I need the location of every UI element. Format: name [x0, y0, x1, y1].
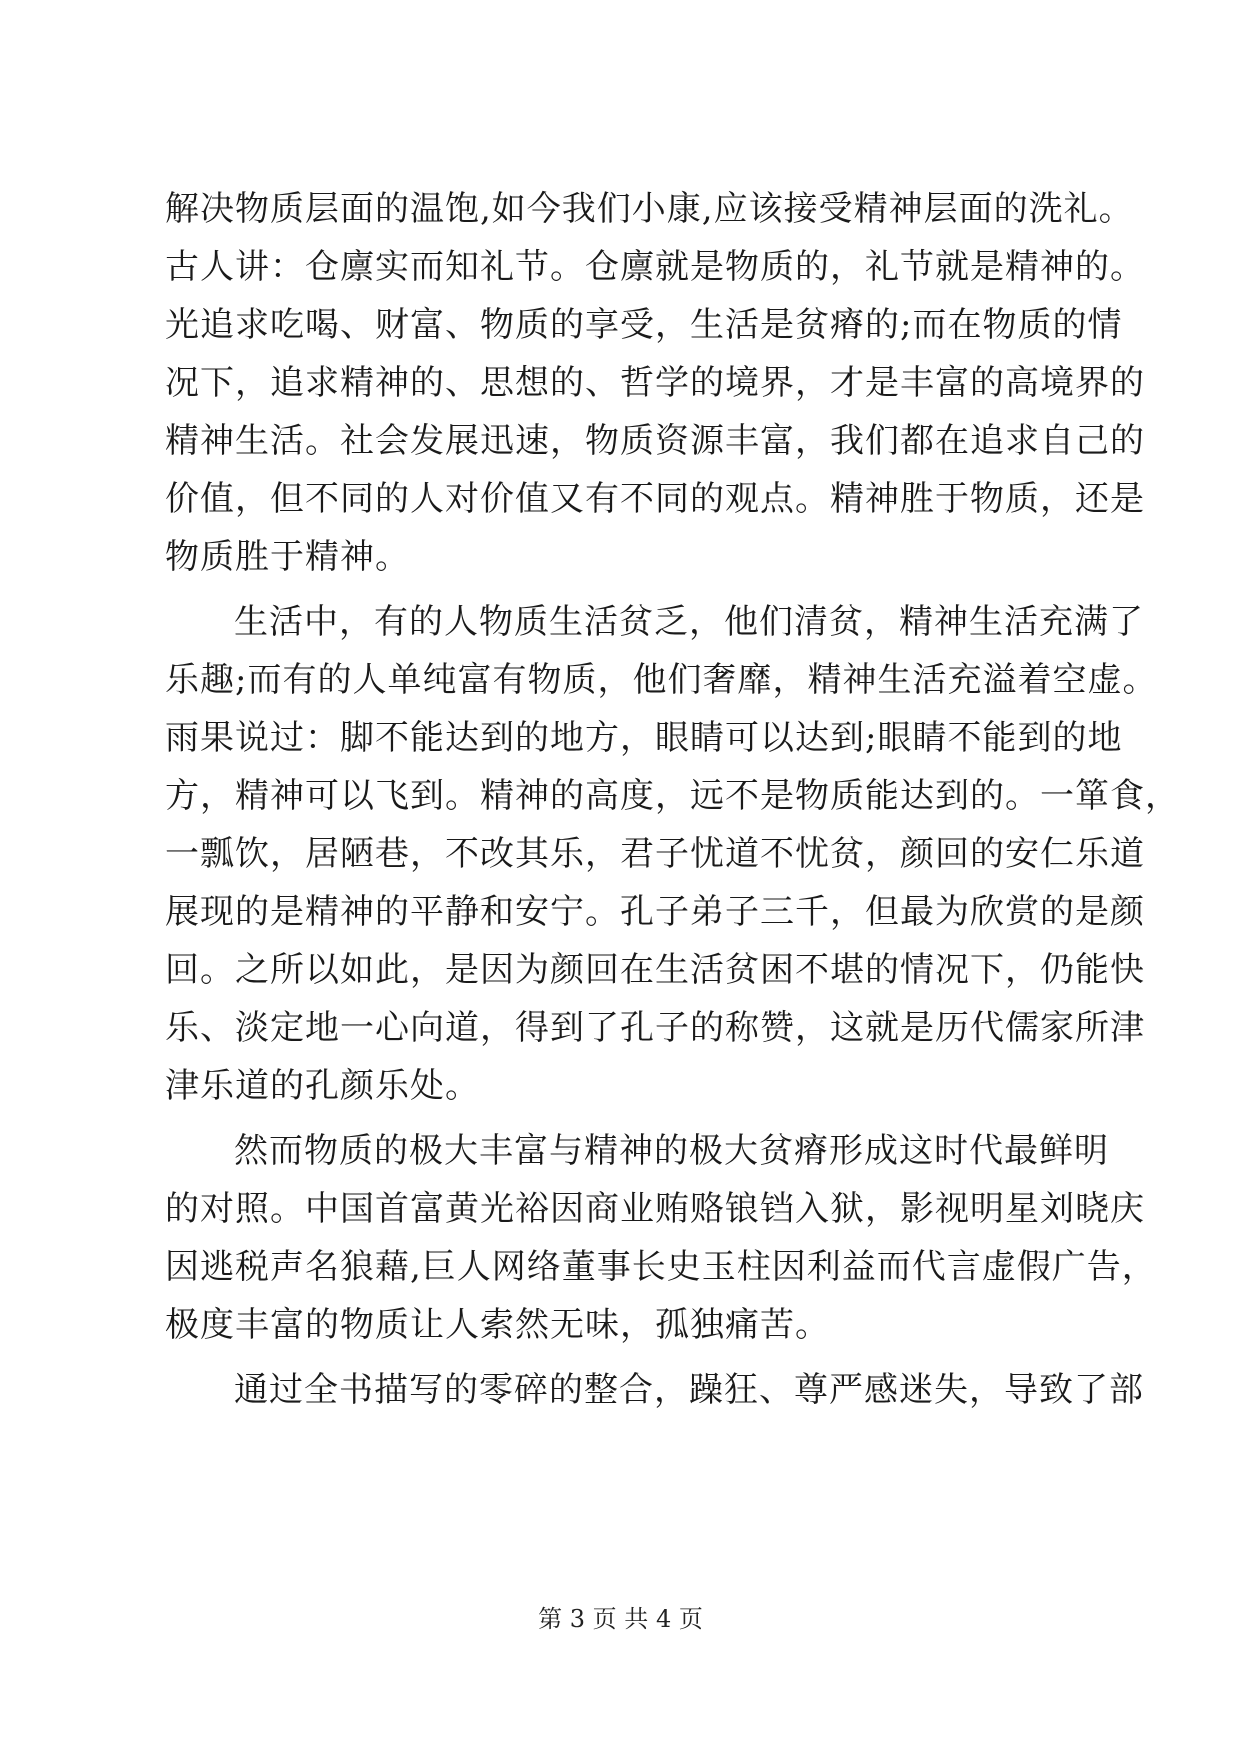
text-line: 精神生活。社会发展迅速，物质资源丰富，我们都在追求自己的 — [165, 421, 1145, 461]
paragraph-first-line: 生活中，有的人物质生活贫乏，他们清贫，精神生活充满了 — [234, 602, 1144, 642]
text-line: 乐、淡定地一心向道，得到了孔子的称赞，这就是历代儒家所津 — [165, 1008, 1145, 1048]
paragraph-first-line: 然而物质的极大丰富与精神的极大贫瘠形成这时代最鲜明 — [234, 1131, 1109, 1171]
text-line: 光追求吃喝、财富、物质的享受，生活是贫瘠的;而在物质的情 — [165, 305, 1123, 345]
text-line: 解决物质层面的温饱,如今我们小康,应该接受精神层面的洗礼。 — [165, 189, 1134, 229]
paragraph-first-line: 通过全书描写的零碎的整合，躁狂、尊严感迷失，导致了部 — [234, 1370, 1144, 1410]
text-line: 回。之所以如此，是因为颜回在生活贫困不堪的情况下，仍能快 — [165, 950, 1145, 990]
page-number-footer: 第 3 页 共 4 页 — [538, 1605, 703, 1633]
text-line: 古人讲：仓廪实而知礼节。仓廪就是物质的，礼节就是精神的。 — [165, 247, 1145, 287]
text-line: 价值，但不同的人对价值又有不同的观点。精神胜于物质，还是 — [165, 479, 1145, 519]
text-line: 况下，追求精神的、思想的、哲学的境界，才是丰富的高境界的 — [165, 363, 1145, 403]
text-line: 雨果说过：脚不能达到的地方，眼睛可以达到;眼睛不能到的地 — [165, 718, 1123, 758]
text-line: 方，精神可以飞到。精神的高度，远不是物质能达到的。一箪食， — [165, 776, 1180, 816]
text-line: 展现的是精神的平静和安宁。孔子弟子三千，但最为欣赏的是颜 — [165, 892, 1145, 932]
text-line: 因逃税声名狼藉,巨人网络董事长史玉柱因利益而代言虚假广告， — [165, 1247, 1157, 1287]
text-line: 津乐道的孔颜乐处。 — [165, 1066, 480, 1106]
text-line: 乐趣;而有的人单纯富有物质，他们奢靡，精神生活充溢着空虚。 — [165, 660, 1158, 700]
text-line: 极度丰富的物质让人索然无味，孤独痛苦。 — [165, 1305, 830, 1345]
text-line: 一瓢饮，居陋巷，不改其乐，君子忧道不忧贫，颜回的安仁乐道 — [165, 834, 1145, 874]
text-line: 物质胜于精神。 — [165, 537, 410, 577]
text-line: 的对照。中国首富黄光裕因商业贿赂锒铛入狱，影视明星刘晓庆 — [165, 1189, 1145, 1229]
